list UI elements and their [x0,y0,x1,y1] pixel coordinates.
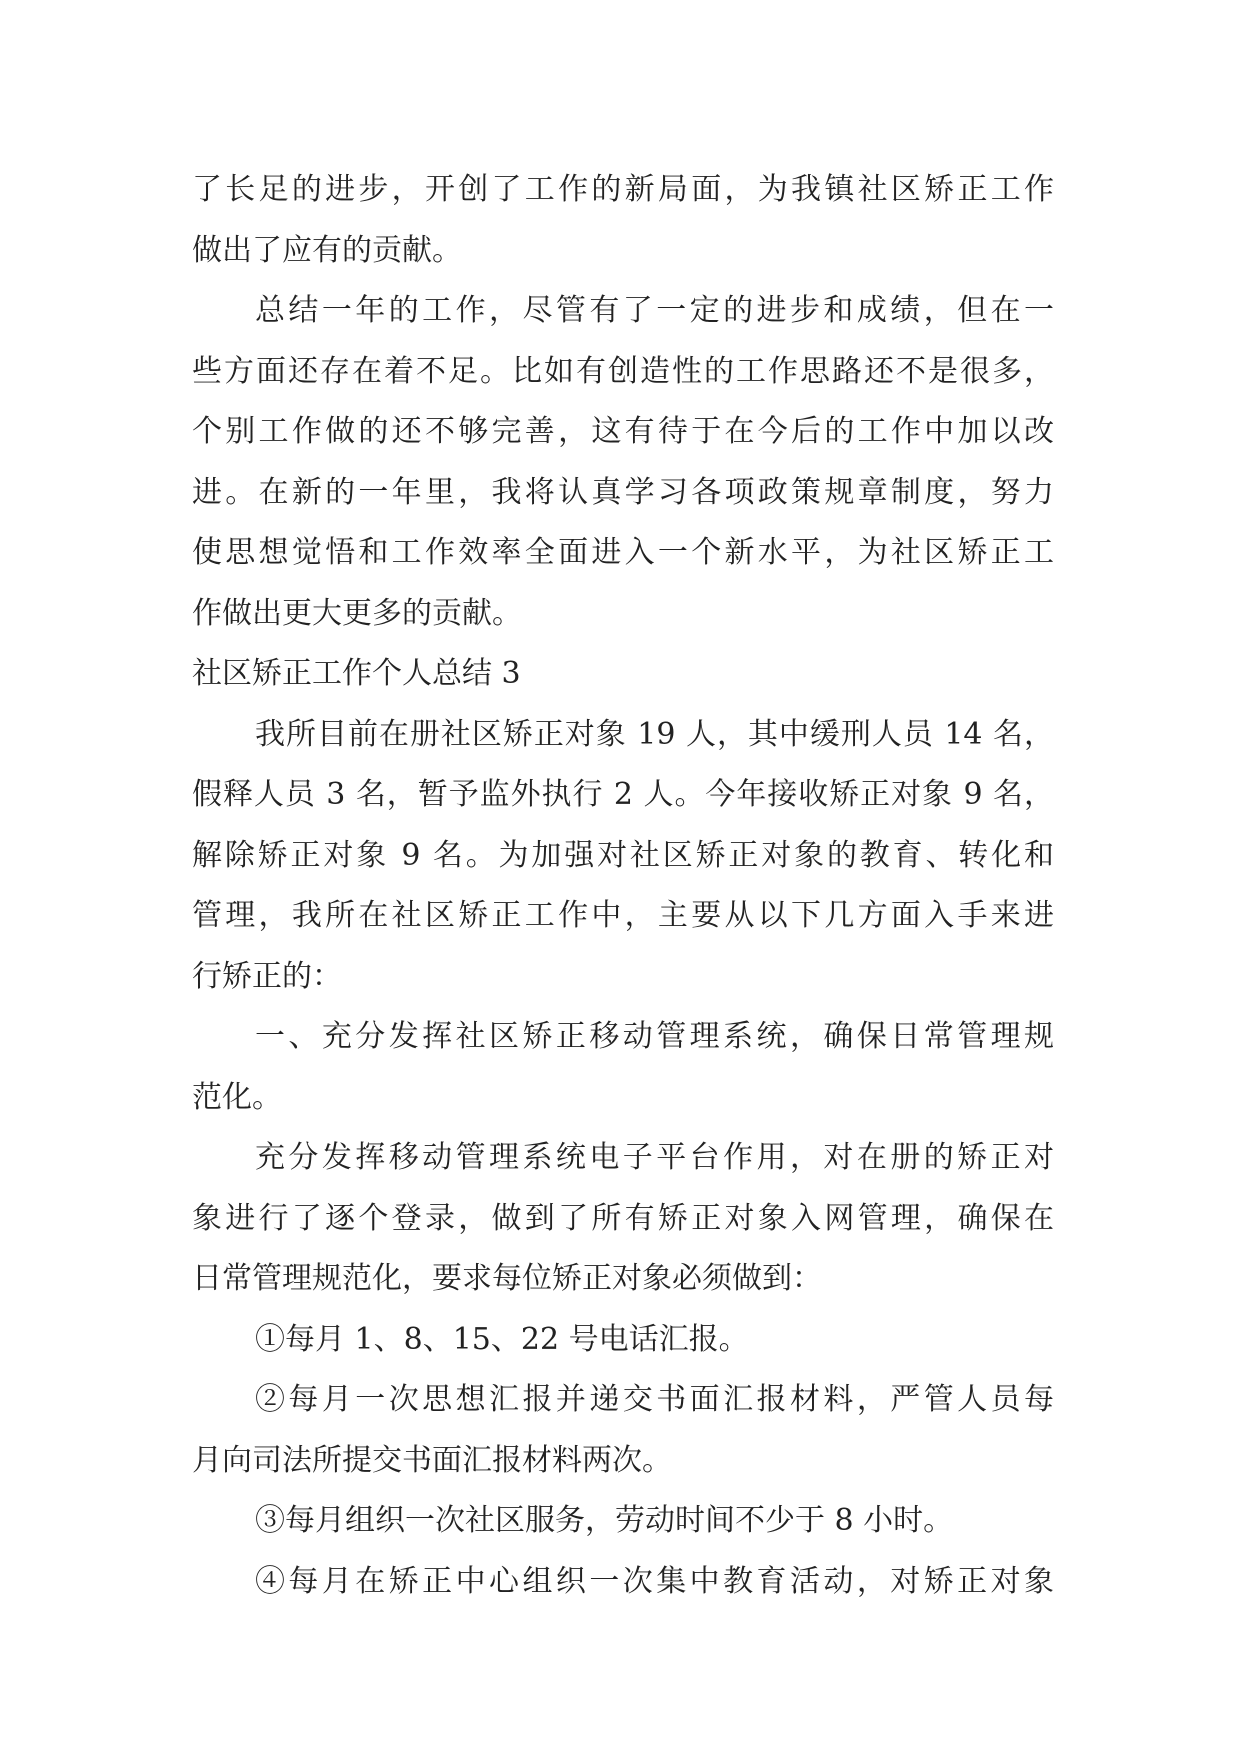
text-line-11: 假释人员 3 名，暂予监外执行 2 人。今年接收矫正对象 9 名， [192,777,1054,812]
text-line-1: 了长足的进步，开创了工作的新局面，为我镇社区矫正工作 [192,172,1054,207]
text-line-2: 做出了应有的贡献。 [192,232,462,268]
document-body [192,160,1054,1612]
text-line-10: 我所目前在册社区矫正对象 19 人，其中缓刑人员 14 名， [255,716,1054,752]
text-line-7: 使思想觉悟和工作效率全面进入一个新水平，为社区矫正工 [192,535,1054,570]
text-line-15: 一、充分发挥社区矫正移动管理系统，确保日常管理规 [255,1019,1054,1054]
text-line-13: 管理，我所在社区矫正工作中，主要从以下几方面入手来进 [192,898,1054,933]
list-item-1: ①每月 1、8、15、22 号电话汇报。 [255,1321,749,1357]
text-line-12: 解除矫正对象 9 名。为加强对社区矫正对象的教育、转化和 [192,837,1054,873]
text-line-19: 日常管理规范化，要求每位矫正对象必须做到： [192,1261,822,1296]
list-item-2-continued: 月向司法所提交书面汇报材料两次。 [192,1442,672,1478]
list-item-4: ④每月在矫正中心组织一次集中教育活动，对矫正对象 [255,1563,1054,1599]
text-line-8: 作做出更大更多的贡献。 [192,595,522,631]
text-line-3: 总结一年的工作，尽管有了一定的进步和成绩，但在一 [255,293,1054,328]
list-item-3: ③每月组织一次社区服务，劳动时间不少于 8 小时。 [255,1503,954,1538]
text-line-5: 个别工作做的还不够完善，这有待于在今后的工作中加以改 [192,414,1054,449]
text-line-6: 进。在新的一年里，我将认真学习各项政策规章制度，努力 [192,474,1054,510]
text-line-4: 些方面还存在着不足。比如有创造性的工作思路还不是很多， [192,353,1054,389]
list-item-2: ②每月一次思想汇报并递交书面汇报材料，严管人员每 [255,1382,1054,1417]
text-line-17: 充分发挥移动管理系统电子平台作用，对在册的矫正对 [255,1140,1054,1175]
section-heading: 社区矫正工作个人总结 3 [192,656,521,691]
text-line-16: 范化。 [192,1079,282,1115]
text-line-14: 行矫正的： [192,958,342,994]
text-line-18: 象进行了逐个登录，做到了所有矫正对象入网管理，确保在 [192,1200,1054,1236]
